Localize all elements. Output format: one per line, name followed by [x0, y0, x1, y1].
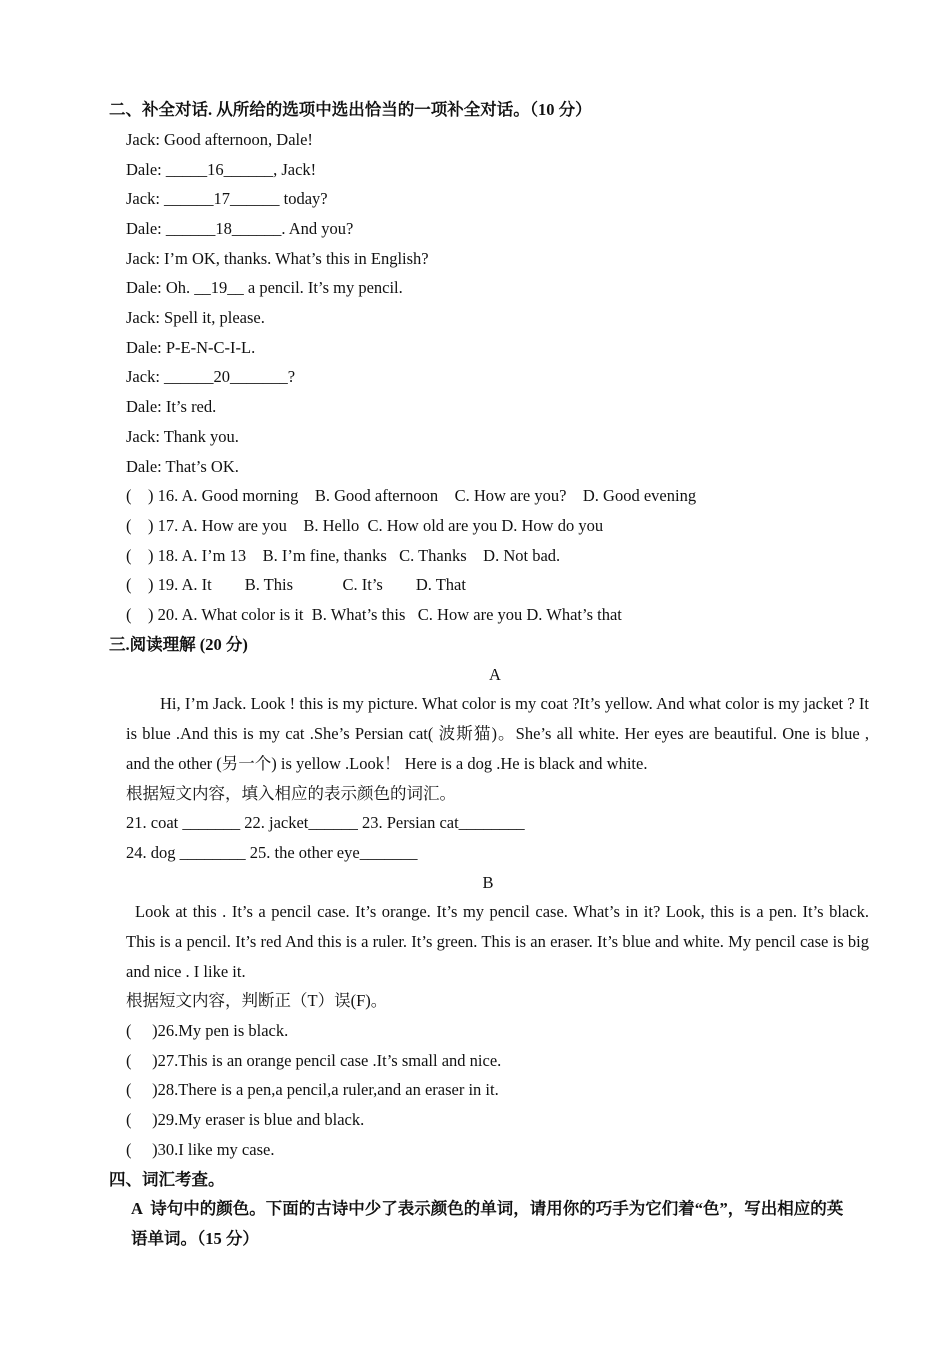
fill-blank-line: 24. dog ________ 25. the other eye_______ [126, 843, 418, 862]
dialogue-line: Dale: _____16______, Jack! [126, 160, 317, 179]
choice-question: ( ) 16. A. Good morning B. Good afternoon C. How are you? D. Good evening [126, 486, 697, 505]
true-false-statement: ( )26.My pen is black. [126, 1021, 289, 1040]
dialogue-line: Dale: ______18______. And you? [126, 219, 354, 238]
true-false-statement: ( )27.This is an orange pencil case .It’s small and nice. [126, 1051, 502, 1070]
dialogue-line: Dale: P-E-N-C-I-L. [126, 338, 256, 357]
passage-b-label: B [482, 873, 494, 892]
passage-b-instruction: 根据短文内容，判断正（T）误(F)。 [126, 991, 388, 1010]
dialogue-line: Jack: Spell it, please. [126, 308, 265, 327]
fill-blank-line: 21. coat _______ 22. jacket______ 23. Persian cat________ [126, 813, 525, 832]
dialogue-line: Jack: Thank you. [126, 427, 239, 446]
section-4a-instruction-cont: 语单词。（15 分） [131, 1229, 259, 1248]
passage-b-text: Look at this . It’s a pencil case. It’s orange. It’s my pencil case. What’s in it? Look, this is a pen. It’s black. This is a pencil. It’s red And this is a ruler. It’s green. This is an eraser. It’s blue and white. My pencil case is big and nice . I like it. [126, 902, 869, 981]
section-3-title: 三.阅读理解 (20 分) [109, 635, 248, 654]
dialogue-line: Dale: Oh. __19__ a pencil. It’s my pencil. [126, 278, 403, 297]
choice-question: ( ) 20. A. What color is it B. What’s this C. How are you D. What’s that [126, 605, 622, 624]
section-4a-instruction: A 诗句中的颜色。下面的古诗中少了表示颜色的单词，请用你的巧手为它们着“色”，写出相应的英 [131, 1199, 844, 1218]
choice-question: ( ) 18. A. I’m 13 B. I’m fine, thanks C. Thanks D. Not bad. [126, 546, 561, 565]
choice-question: ( ) 17. A. How are you B. Hello C. How old are you D. How do you [126, 516, 604, 535]
dialogue-line: Dale: That’s OK. [126, 457, 239, 476]
dialogue-line: Jack: I’m OK, thanks. What’s this in English? [126, 249, 429, 268]
section-2-title: 二、补全对话. 从所给的选项中选出恰当的一项补全对话。（10 分） [109, 100, 592, 119]
dialogue-line: Jack: ______17______ today? [126, 189, 328, 208]
passage-a-text: Hi, I’m Jack. Look ! this is my picture. What color is my coat ?It’s yellow. And what color is my jacket ? It is blue .And this is my cat .She’s Persian cat( 波斯猫)。She’s all white. Her eyes are beautiful. One is blue , and the other (另一个) is yellow .Look！ Here is a dog .He is black and white. [126, 694, 869, 773]
choice-question: ( ) 19. A. It B. This C. It’s D. That [126, 575, 466, 594]
true-false-statement: ( )28.There is a pen,a pencil,a ruler,and an eraser in it. [126, 1080, 499, 1099]
section-4-title: 四、词汇考查。 [109, 1170, 225, 1189]
dialogue-line: Jack: Good afternoon, Dale! [126, 130, 313, 149]
passage-a-label: A [489, 665, 501, 684]
passage-a-instruction: 根据短文内容，填入相应的表示颜色的词汇。 [126, 784, 456, 803]
dialogue-line: Jack: ______20_______? [126, 367, 296, 386]
dialogue-line: Dale: It’s red. [126, 397, 217, 416]
true-false-statement: ( )29.My eraser is blue and black. [126, 1110, 365, 1129]
true-false-statement: ( )30.I like my case. [126, 1140, 275, 1159]
